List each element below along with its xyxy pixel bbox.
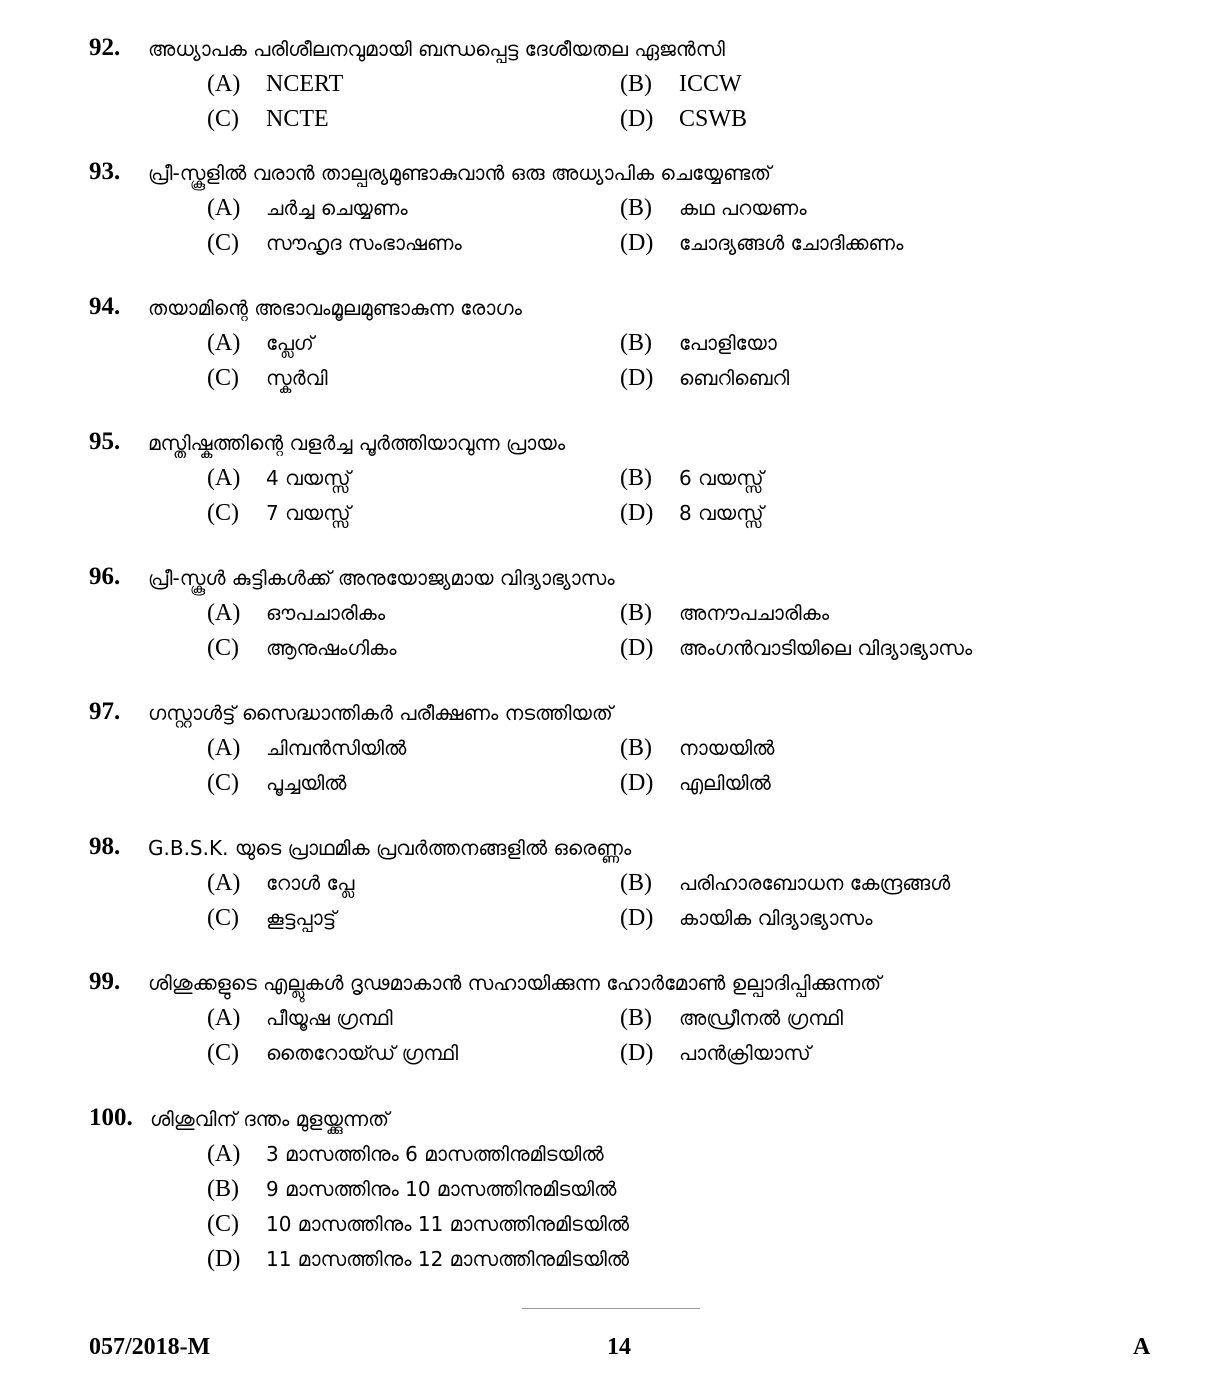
option-text: ആനുഷംഗികം <box>266 636 397 660</box>
footer-page-number: 14 <box>607 1334 631 1360</box>
option-letter: (C) <box>207 1040 239 1066</box>
end-divider <box>522 1308 700 1309</box>
option-d <box>620 363 789 395</box>
option-text: റോൾ പ്ലേ <box>266 871 355 895</box>
option-letter: (D) <box>620 365 654 391</box>
question-97 <box>0 697 1212 803</box>
question-92 <box>0 33 1212 139</box>
option-letter: (B) <box>620 330 652 356</box>
option-letter: (A) <box>207 870 241 896</box>
option-letter: (A) <box>207 600 241 626</box>
question-number: 99. <box>89 968 121 995</box>
question-number: 95. <box>89 428 121 455</box>
option-b <box>207 1174 616 1206</box>
option-letter: (A) <box>207 195 241 221</box>
question-text: പ്രീ-സ്കൂൾ കുട്ടികൾക്ക് അനുയോജ്യമായ വിദ്യാഭ്യാസം <box>148 566 615 590</box>
option-text: 7 വയസ്സ് <box>266 501 351 525</box>
option-letter: (B) <box>620 870 652 896</box>
option-letter: (C) <box>207 905 239 931</box>
question-text: ശിശുക്കളുടെ എല്ലുകൾ ദൃഢമാകാൻ സഹായിക്കുന്ന ഹോർമോൺ ഉല്പാദിപ്പിക്കുന്നത് <box>148 971 882 995</box>
option-text: അംഗൻവാടിയിലെ വിദ്യാഭ്യാസം <box>679 636 973 660</box>
footer-paper-code: 057/2018-M <box>89 1334 211 1360</box>
question-number: 100. <box>89 1104 133 1131</box>
option-c <box>207 768 346 800</box>
option-b <box>620 328 777 360</box>
option-text: പോളിയോ <box>679 331 777 355</box>
option-letter: (A) <box>207 71 241 97</box>
option-d <box>620 228 903 260</box>
option-text: 6 വയസ്സ് <box>679 466 764 490</box>
question-95 <box>0 427 1212 533</box>
option-letter: (D) <box>620 905 654 931</box>
option-c <box>207 633 397 665</box>
question-93 <box>0 157 1212 263</box>
option-letter: (B) <box>207 1176 239 1202</box>
option-text: കായിക വിദ്യാഭ്യാസം <box>679 906 873 930</box>
question-number: 94. <box>89 293 121 320</box>
option-text: ഔപചാരികം <box>266 601 386 625</box>
option-text: 4 വയസ്സ് <box>266 466 351 490</box>
option-letter: (C) <box>207 106 239 132</box>
option-a <box>207 328 314 360</box>
option-c <box>207 363 328 395</box>
option-letter: (D) <box>207 1246 241 1272</box>
option-b <box>620 868 950 900</box>
option-a <box>207 193 408 225</box>
option-d <box>620 903 872 935</box>
option-text: അഡ്രീനൽ ഗ്രന്ഥി <box>679 1006 843 1030</box>
option-text: നായയിൽ <box>679 736 775 760</box>
option-text: 3 മാസത്തിനും 6 മാസത്തിനുമിടയിൽ <box>266 1142 604 1166</box>
question-99 <box>0 967 1212 1073</box>
option-letter: (C) <box>207 365 239 391</box>
option-text: പ്ലേഗ് <box>266 331 314 355</box>
option-text: സൗഹൃദ സംഭാഷണം <box>266 231 462 255</box>
option-letter: (D) <box>620 500 654 526</box>
option-d <box>207 1244 629 1276</box>
option-text: ICCW <box>679 71 742 97</box>
option-letter: (D) <box>620 1040 654 1066</box>
option-letter: (B) <box>620 600 652 626</box>
option-text: കൂട്ടപ്പാട്ട് <box>266 906 337 930</box>
question-98 <box>0 832 1212 938</box>
option-letter: (A) <box>207 1141 241 1167</box>
question-number: 93. <box>89 158 121 185</box>
question-100 <box>0 1103 1212 1279</box>
option-text: NCERT <box>266 71 344 97</box>
question-number: 92. <box>89 34 121 61</box>
option-text: കഥ പറയണം <box>679 196 807 220</box>
question-text: G.B.S.K. യുടെ പ്രാഥമിക പ്രവർത്തനങ്ങളിൽ ഒരെണ്ണം <box>148 836 632 860</box>
option-letter: (B) <box>620 735 652 761</box>
option-c <box>207 903 336 935</box>
option-letter: (A) <box>207 1005 241 1031</box>
question-94 <box>0 292 1212 398</box>
option-text: 9 മാസത്തിനും 10 മാസത്തിനുമിടയിൽ <box>266 1177 617 1201</box>
footer-set-letter: A <box>1133 1334 1151 1360</box>
option-text: പരിഹാരബോധന കേന്ദ്രങ്ങൾ <box>679 871 951 895</box>
question-text: തയാമിന്റെ അഭാവംമൂലമുണ്ടാകുന്ന രോഗം <box>148 296 522 320</box>
option-letter: (B) <box>620 465 652 491</box>
option-text: എലിയിൽ <box>679 771 771 795</box>
option-text: CSWB <box>679 106 748 132</box>
option-letter: (C) <box>207 635 239 661</box>
option-letter: (C) <box>207 1211 239 1237</box>
option-text: പീയൂഷ ഗ്രന്ഥി <box>266 1006 393 1030</box>
option-a <box>207 1003 393 1035</box>
option-a <box>207 733 406 765</box>
option-letter: (D) <box>620 230 654 256</box>
option-letter: (A) <box>207 735 241 761</box>
option-text: 10 മാസത്തിനും 11 മാസത്തിനുമിടയിൽ <box>266 1212 630 1236</box>
option-c <box>207 1038 458 1070</box>
question-number: 98. <box>89 833 121 860</box>
option-letter: (D) <box>620 106 654 132</box>
option-letter: (D) <box>620 635 654 661</box>
question-number: 96. <box>89 563 121 590</box>
option-c <box>207 498 351 530</box>
option-text: ചിമ്പൻസിയിൽ <box>266 736 407 760</box>
option-text: സ്കർവി <box>266 366 328 390</box>
question-text: ഗസ്റ്റാൾട്ട് സൈദ്ധാന്തികർ പരീക്ഷണം നടത്തിയത് <box>148 701 613 725</box>
option-text: ചർച്ച ചെയ്യണം <box>266 196 408 220</box>
option-text: 8 വയസ്സ് <box>679 501 764 525</box>
option-a <box>207 1139 604 1171</box>
question-number: 97. <box>89 698 121 725</box>
option-letter: (A) <box>207 330 241 356</box>
option-b <box>620 733 774 765</box>
option-letter: (D) <box>620 770 654 796</box>
option-b <box>620 69 742 101</box>
option-d <box>620 768 771 800</box>
question-text: ശിശുവിന് ദന്തം മുളയ്ക്കുന്നത് <box>150 1107 389 1131</box>
option-letter: (B) <box>620 195 652 221</box>
option-d <box>620 633 972 665</box>
option-text: പൂച്ചയിൽ <box>266 771 347 795</box>
question-96 <box>0 562 1212 668</box>
option-c <box>207 228 462 260</box>
option-a <box>207 463 351 495</box>
option-letter: (C) <box>207 230 239 256</box>
option-b <box>620 1003 843 1035</box>
option-c <box>207 1209 629 1241</box>
option-letter: (A) <box>207 465 241 491</box>
option-text: ചോദ്യങ്ങൾ ചോദിക്കണം <box>679 231 904 255</box>
option-b <box>620 193 807 225</box>
option-letter: (B) <box>620 1005 652 1031</box>
option-a <box>207 69 343 101</box>
question-text: പ്രീ-സ്കൂളിൽ വരാൻ താല്പര്യമുണ്ടാകുവാൻ ഒരു അധ്യാപിക ചെയ്യേണ്ടത് <box>148 161 772 185</box>
option-text: അനൗപചാരികം <box>679 601 830 625</box>
question-text: അധ്യാപക പരിശീലനവുമായി ബന്ധപ്പെട്ട ദേശീയതല ഏജൻസി <box>148 37 725 61</box>
option-b <box>620 463 764 495</box>
option-text: NCTE <box>266 106 329 132</box>
option-text: പാൻക്രിയാസ് <box>679 1041 811 1065</box>
option-text: ബെറിബെറി <box>679 366 790 390</box>
option-b <box>620 598 829 630</box>
option-a <box>207 868 354 900</box>
option-d <box>620 104 747 136</box>
question-text: മസ്തിഷ്കത്തിന്റെ വളർച്ച പൂർത്തിയാവുന്ന പ്രായം <box>148 431 566 455</box>
option-d <box>620 498 764 530</box>
option-a <box>207 598 385 630</box>
option-text: 11 മാസത്തിനും 12 മാസത്തിനുമിടയിൽ <box>266 1247 630 1271</box>
option-d <box>620 1038 811 1070</box>
option-text: തൈറോയ്ഡ് ഗ്രന്ഥി <box>266 1041 459 1065</box>
option-letter: (C) <box>207 500 239 526</box>
option-letter: (B) <box>620 71 652 97</box>
option-c <box>207 104 329 136</box>
option-letter: (C) <box>207 770 239 796</box>
